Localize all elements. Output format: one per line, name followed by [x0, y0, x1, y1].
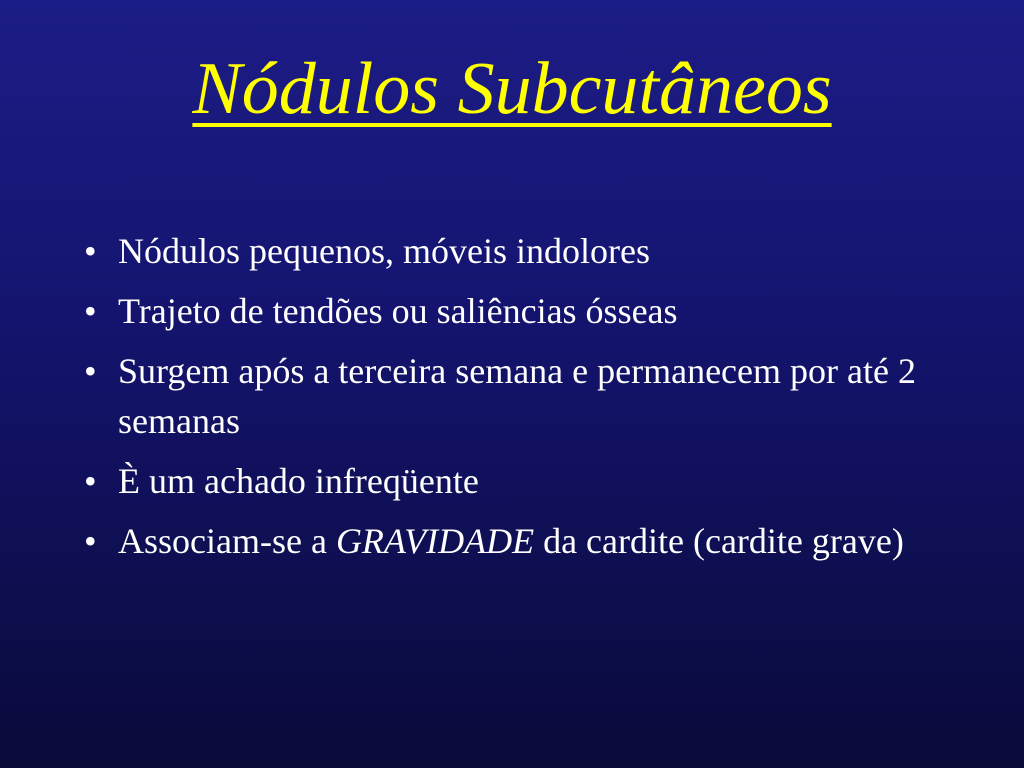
bullet-icon: •: [84, 231, 97, 271]
bullet-text: Surgem após a terceira semana e permanecem por até 2 semanas: [118, 351, 916, 441]
bullet-text-prefix: Associam-se a: [118, 521, 336, 561]
bullet-icon: •: [84, 351, 97, 391]
bullet-item: [84, 516, 984, 566]
bullet-icon: •: [84, 461, 97, 501]
bullet-text: È um achado infreqüente: [118, 461, 479, 501]
bullet-icon: •: [84, 291, 97, 331]
bullet-list: [84, 226, 984, 576]
bullet-text: Trajeto de tendões ou saliências ósseas: [118, 291, 678, 331]
bullet-item: [84, 346, 984, 446]
bullet-item: [84, 286, 984, 336]
bullet-item: [84, 456, 984, 506]
bullet-text: Nódulos pequenos, móveis indolores: [118, 231, 650, 271]
slide-title: Nódulos Subcutâneos: [192, 48, 832, 130]
bullet-icon: •: [84, 521, 97, 561]
bullet-text-suffix: da cardite (cardite grave): [534, 521, 904, 561]
bullet-item: [84, 226, 984, 276]
bullet-text-emphasis: GRAVIDADE: [335, 521, 535, 561]
